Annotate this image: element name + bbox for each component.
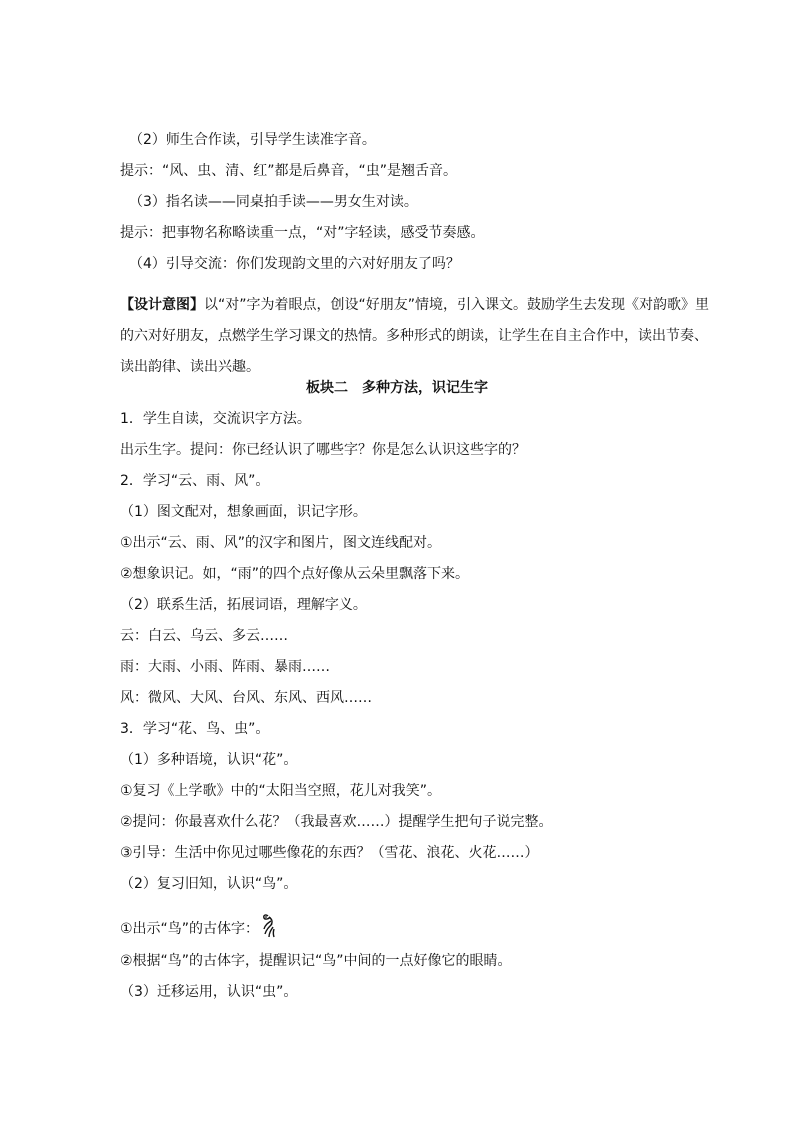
section-heading: 板块二 多种方法，识记生字 xyxy=(306,380,488,396)
paragraph-line: 提示：把事物名称略读重一点，“对”字轻读，感受节奏感。 xyxy=(120,225,485,241)
paragraph-line: 雨：大雨、小雨、阵雨、暴雨…… xyxy=(120,659,330,675)
paragraph-line: 2．学习“云、雨、风”。 xyxy=(120,473,270,489)
ancient-bird-character-icon xyxy=(261,913,277,945)
paragraph-line: 云：白云、乌云、多云…… xyxy=(120,628,288,644)
paragraph-line: （1）图文配对，想象画面，识记字形。 xyxy=(120,504,367,520)
paragraph-line: ②提问：你最喜欢什么花？（我最喜欢……）提醒学生把句子说完整。 xyxy=(120,814,553,830)
paragraph-line: （2）师生合作读，引导学生读准字音。 xyxy=(129,132,376,148)
paragraph-line: （2）复习旧知，认识“鸟”。 xyxy=(120,876,298,892)
paragraph-line: （1）多种语境，认识“花”。 xyxy=(120,752,298,768)
design-intent-tag: 【设计意图】 xyxy=(120,297,204,313)
paragraph-line: 风：微风、大风、台风、东风、西风…… xyxy=(120,690,372,706)
paragraph-line: （2）联系生活，拓展词语，理解字义。 xyxy=(120,597,367,613)
paragraph-line: （3）指名读——同桌拍手读——男女生对读。 xyxy=(129,194,418,210)
paragraph-line: 出示生字。提问：你已经认识了哪些字？你是怎么认识这些字的？ xyxy=(120,442,526,458)
paragraph-line: 1．学生自读，交流识字方法。 xyxy=(120,411,311,427)
paragraph-line: ③引导：生活中你见过哪些像花的东西？（雪花、浪花、火花……） xyxy=(120,845,539,861)
paragraph-line: 3．学习“花、鸟、虫”。 xyxy=(120,721,270,737)
paragraph-line: ②想象识记。如，“雨”的四个点好像从云朵里飘落下来。 xyxy=(120,566,470,582)
paragraph-line: （4）引导交流：你们发现韵文里的六对好朋友了吗？ xyxy=(129,256,460,272)
paragraph-line: （3）迁移运用，认识“虫”。 xyxy=(120,984,298,1000)
design-intent-text: 以“对”字为着眼点，创设“好朋友”情境，引入课文。鼓励学生去发现《对韵歌》里的六对好朋友，点燃学生学习课文的热情。多种形式的朗读，让学生在自主合作中，读出节奏、读出韵律、读出兴趣。 xyxy=(120,297,710,375)
paragraph-line: 提示：“风、虫、清、红”都是后鼻音，“虫”是翘舌音。 xyxy=(120,163,458,179)
paragraph-line-text: ①出示“鸟”的古体字： xyxy=(120,921,260,937)
paragraph-line: ①出示“云、雨、风”的汉字和图片，图文连线配对。 xyxy=(120,535,442,551)
paragraph-line: ②根据“鸟”的古体字，提醒识记“鸟”中间的一点好像它的眼睛。 xyxy=(120,953,512,969)
design-intent-paragraph xyxy=(120,290,720,383)
paragraph-line: ①复习《上学歌》中的“太阳当空照，花儿对我笑”。 xyxy=(120,783,442,799)
paragraph-line xyxy=(120,913,720,945)
